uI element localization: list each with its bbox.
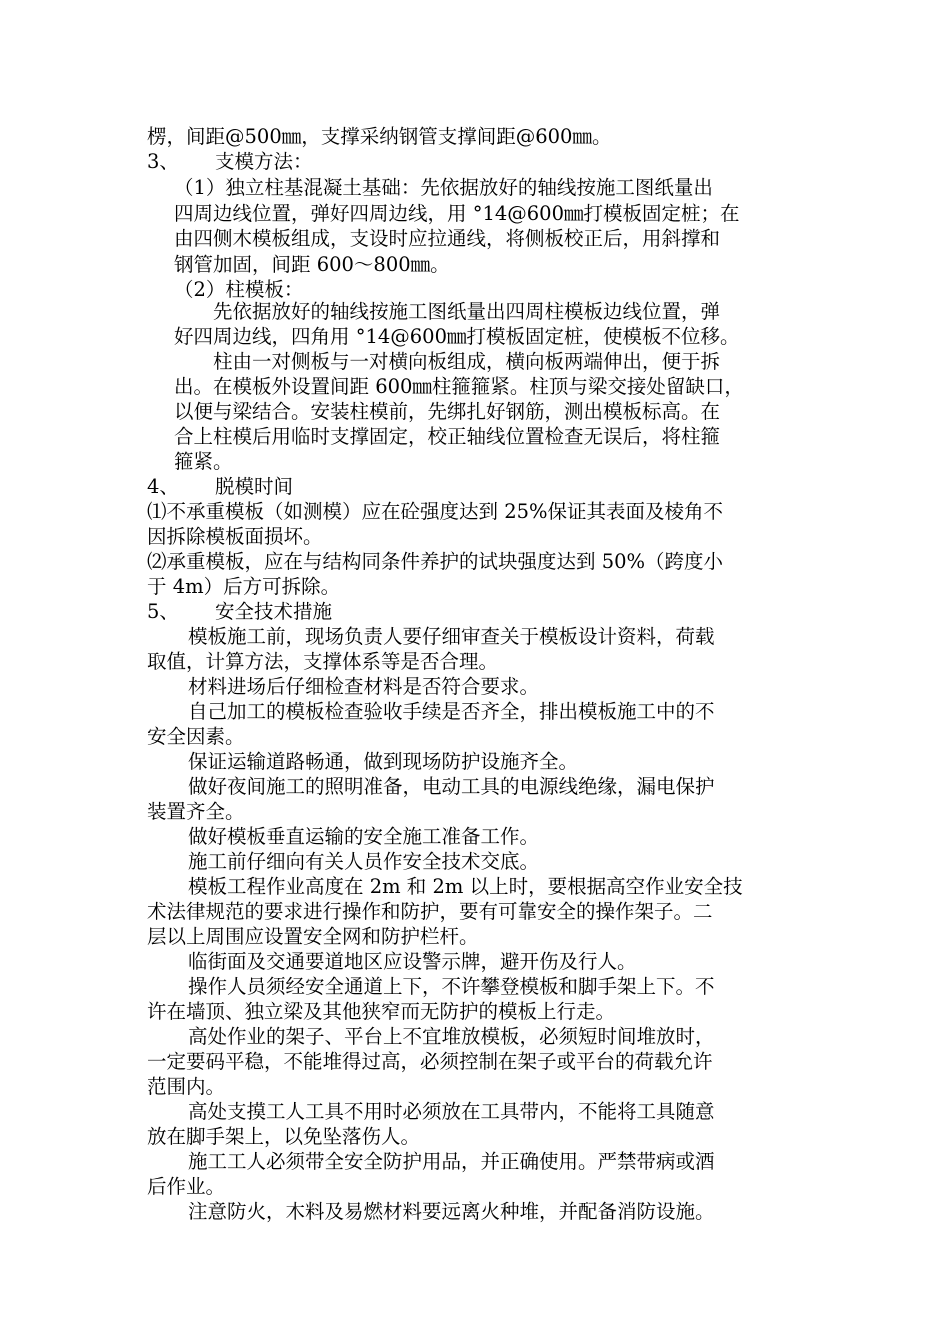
text-line: 合上柱模后用临时支撑固定，校正轴线位置检查无误后，将柱箍 [174, 425, 721, 448]
text-line: 高处支摸工人工具不用时必须放在工具带内，不能将工具随意 [188, 1100, 715, 1123]
section-heading-4 [147, 475, 293, 499]
text-line: ⑵承重模板，应在与结构同条件养护的试块强度达到 50%（跨度小 [147, 550, 724, 573]
section-title: 安全技术措施 [215, 600, 333, 623]
text-line: 以便与梁结合。安装柱模前，先绑扎好钢筋，测出模板标高。在 [174, 400, 721, 423]
text-line: 装置齐全。 [147, 800, 245, 823]
text-line: 施工前仔细向有关人员作安全技术交底。 [188, 850, 540, 873]
text-line: 做好夜间施工的照明准备，电动工具的电源线绝缘，漏电保护 [188, 775, 715, 798]
text-line: 先依据放好的轴线按施工图纸量出四周柱模板边线位置，弹 [213, 300, 721, 323]
text-line: 四周边线位置，弹好四周边线，用 °14@600㎜打模板固定桩；在 [174, 202, 740, 225]
section-title: 脱模时间 [215, 475, 294, 498]
text-line: 安全因素。 [147, 725, 245, 748]
text-line: 好四周边线，四角用 °14@600㎜打模板固定桩，使模板不位移。 [174, 325, 740, 348]
text-line: 高处作业的架子、平台上不宜堆放模板，必须短时间堆放时， [188, 1025, 715, 1048]
text-line: 施工工人必须带全安全防护用品，并正确使用。严禁带病或酒 [188, 1150, 715, 1173]
text-line: 自己加工的模板检查验收手续是否齐全，排出模板施工中的不 [188, 700, 715, 723]
section-heading-3 [147, 150, 313, 174]
text-line: 模板工程作业高度在 2m 和 2m 以上时，要根据高空作业安全技 [188, 875, 743, 898]
text-line: 由四侧木模板组成，支设时应拉通线，将侧板校正后，用斜撑和 [174, 227, 721, 250]
text-line: 放在脚手架上，以免坠落伤人。 [147, 1125, 421, 1148]
text-line: 箍紧。 [174, 450, 233, 473]
text-line: 取值，计算方法，支撑体系等是否合理。 [147, 650, 499, 673]
text-line: 出。在模板外设置间距 600㎜柱箍箍紧。柱顶与梁交接处留缺口， [174, 375, 744, 398]
text-line: 范围内。 [147, 1075, 226, 1098]
section-number: 3、 [147, 150, 179, 173]
subheading: （2）柱模板： [174, 278, 304, 301]
section-title: 支模方法： [215, 150, 313, 173]
text-line: 于 4m）后方可拆除。 [147, 575, 341, 598]
text-line: 后作业。 [147, 1175, 226, 1198]
text-line: 层以上周围应设置安全网和防护栏杆。 [147, 925, 479, 948]
text-line: 临街面及交通要道地区应设警示牌，避开伤及行人。 [188, 950, 637, 973]
text-line: 模板施工前，现场负责人要仔细审查关于模板设计资料，荷载 [188, 625, 715, 648]
text-line: 做好模板垂直运输的安全施工准备工作。 [188, 825, 540, 848]
section-number: 4、 [147, 475, 179, 498]
text-line: 许在墙顶、独立梁及其他狭窄而无防护的模板上行走。 [147, 1000, 616, 1023]
text-line: 操作人员须经安全通道上下，不许攀登模板和脚手架上下。不 [188, 975, 715, 998]
text-line: 保证运输道路畅通，做到现场防护设施齐全。 [188, 750, 579, 773]
text-line: ⑴不承重模板（如测模）应在砼强度达到 25%保证其表面及棱角不 [147, 500, 724, 523]
section-heading-5 [147, 600, 332, 624]
text-line: 柱由一对侧板与一对横向板组成，横向板两端伸出，便于拆 [213, 350, 721, 373]
text-line: 楞，间距@500㎜，支撑采纳钢管支撑间距@600㎜。 [147, 125, 612, 148]
section-number: 5、 [147, 600, 179, 623]
text-line: 术法律规范的要求进行操作和防护，要有可靠安全的操作架子。二 [147, 900, 713, 923]
text-line: 一定要码平稳，不能堆得过高，必须控制在架子或平台的荷载允许 [147, 1050, 713, 1073]
text-line: 材料进场后仔细检查材料是否符合要求。 [188, 675, 540, 698]
text-line: 因拆除模板面损坏。 [147, 525, 323, 548]
text-line: （1）独立柱基混凝土基础：先依据放好的轴线按施工图纸量出 [174, 176, 713, 199]
text-line: 注意防火，木料及易燃材料要远离火种堆，并配备消防设施。 [188, 1200, 715, 1223]
text-line: 钢管加固，间距 600～800㎜。 [174, 253, 450, 276]
